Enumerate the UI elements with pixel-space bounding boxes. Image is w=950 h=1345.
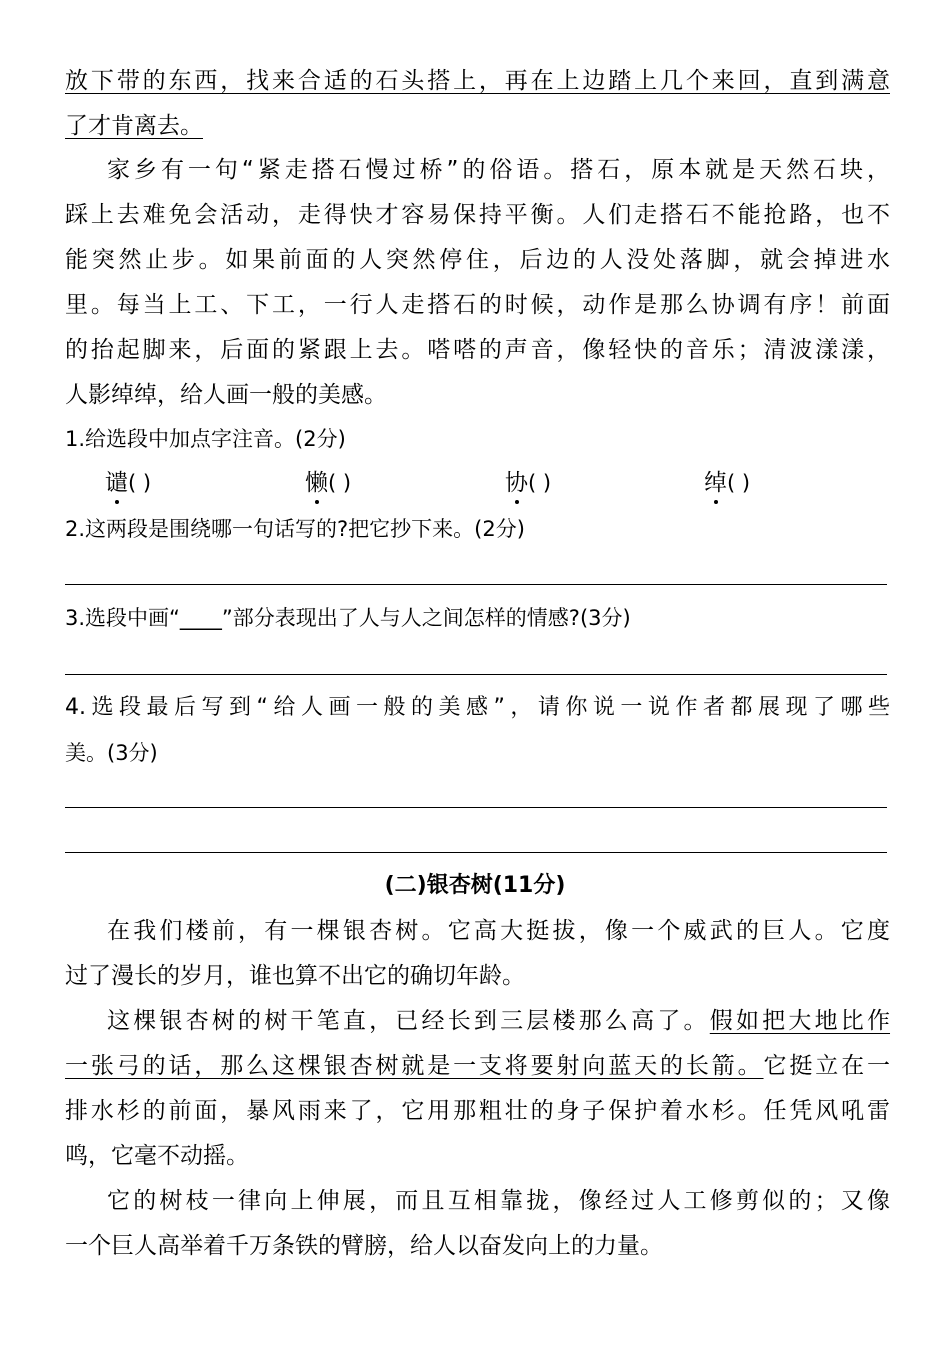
dotted-char: 懒 — [305, 470, 328, 496]
pinyin-item-2 — [305, 468, 351, 498]
passage1-line-1 — [65, 66, 890, 96]
section-title: (二)银杏树(11分) — [384, 873, 566, 898]
pinyin-answer-box[interactable]: ( ) — [528, 471, 552, 495]
passage2-p2-line-2 — [65, 1051, 890, 1081]
question-3: 3.选段中画“____”部分表现出了人与人之间怎样的情感?(3分) — [65, 606, 631, 630]
passage1-line-7: 的抬起脚来，后面的紧跟上去。嗒嗒的声音，像轻快的音乐；清波漾漾， — [65, 337, 890, 363]
pinyin-item-3 — [505, 468, 551, 498]
pinyin-item-1 — [105, 468, 151, 498]
passage1-line-6: 里。每当上工、下工，一行人走搭石的时候，动作是那么协调有序！前面 — [65, 292, 890, 318]
passage2-p1-line-1: 在我们楼前，有一棵银杏树。它高大挺拔，像一个威武的巨人。它度 — [107, 918, 890, 944]
underlined-text-end: 了才肯离去。 — [65, 113, 203, 139]
passage2-p2-line-1 — [65, 1006, 890, 1036]
answer-line-q4-2[interactable] — [65, 852, 887, 853]
pinyin-answer-box[interactable]: ( ) — [128, 471, 152, 495]
pinyin-item-4 — [704, 468, 750, 498]
passage2-p2-line-4: 鸣，它毫不动摇。 — [65, 1143, 249, 1169]
passage1-line-2 — [65, 111, 890, 141]
passage2-p3-line-2: 一个巨人高举着千万条铁的臂膀，给人以奋发向上的力量。 — [65, 1233, 663, 1259]
question-2: 2.这两段是围绕哪一句话写的?把它抄下来。(2分) — [65, 517, 525, 541]
question-4-line-1: 4.选段最后写到“给人画一般的美感”，请你说一说作者都展现了哪些 — [65, 695, 890, 720]
answer-line-q3[interactable] — [65, 674, 887, 675]
passage2-p1-line-2: 过了漫长的岁月，谁也算不出它的确切年龄。 — [65, 963, 525, 989]
passage2-p3-line-1: 它的树枝一律向上伸展，而且互相靠拢，像经过人工修剪似的；又像 — [107, 1188, 890, 1214]
answer-line-q2[interactable] — [65, 584, 887, 585]
dotted-char: 绰 — [704, 470, 727, 496]
plain-text: 它挺立在一 — [763, 1053, 891, 1079]
passage1-line-5: 能突然止步。如果前面的人突然停住，后边的人没处落脚，就会掉进水 — [65, 247, 890, 273]
underlined-text: 放下带的东西，找来合适的石头搭上，再在上边踏上几个来回，直到满意 — [65, 68, 890, 94]
passage2-p2-line-3: 排水杉的前面，暴风雨来了，它用那粗壮的身子保护着水杉。任凭风吼雷 — [65, 1098, 890, 1124]
underlined-text: 假如把大地比作 — [709, 1008, 891, 1034]
plain-text: 这棵银杏树的树干笔直，已经长到三层楼那么高了。 — [107, 1008, 710, 1034]
dotted-char: 协 — [505, 470, 528, 496]
passage1-line-4: 踩上去难免会活动，走得快才容易保持平衡。人们走搭石不能抢路，也不 — [65, 202, 890, 228]
answer-line-q4-1[interactable] — [65, 807, 887, 808]
pinyin-answer-box[interactable]: ( ) — [328, 471, 352, 495]
passage1-line-3: 家乡有一句“紧走搭石慢过桥”的俗语。搭石，原本就是天然石块， — [107, 157, 890, 183]
underlined-text: 一张弓的话，那么这棵银杏树就是一支将要射向蓝天的长箭。 — [65, 1053, 764, 1079]
question-4-line-2: 美。(3分) — [65, 741, 158, 765]
dotted-char: 谴 — [105, 470, 128, 496]
question-1: 1.给选段中加点字注音。(2分) — [65, 427, 346, 451]
passage1-line-8: 人影绰绰，给人画一般的美感。 — [65, 382, 387, 408]
pinyin-answer-box[interactable]: ( ) — [727, 471, 751, 495]
